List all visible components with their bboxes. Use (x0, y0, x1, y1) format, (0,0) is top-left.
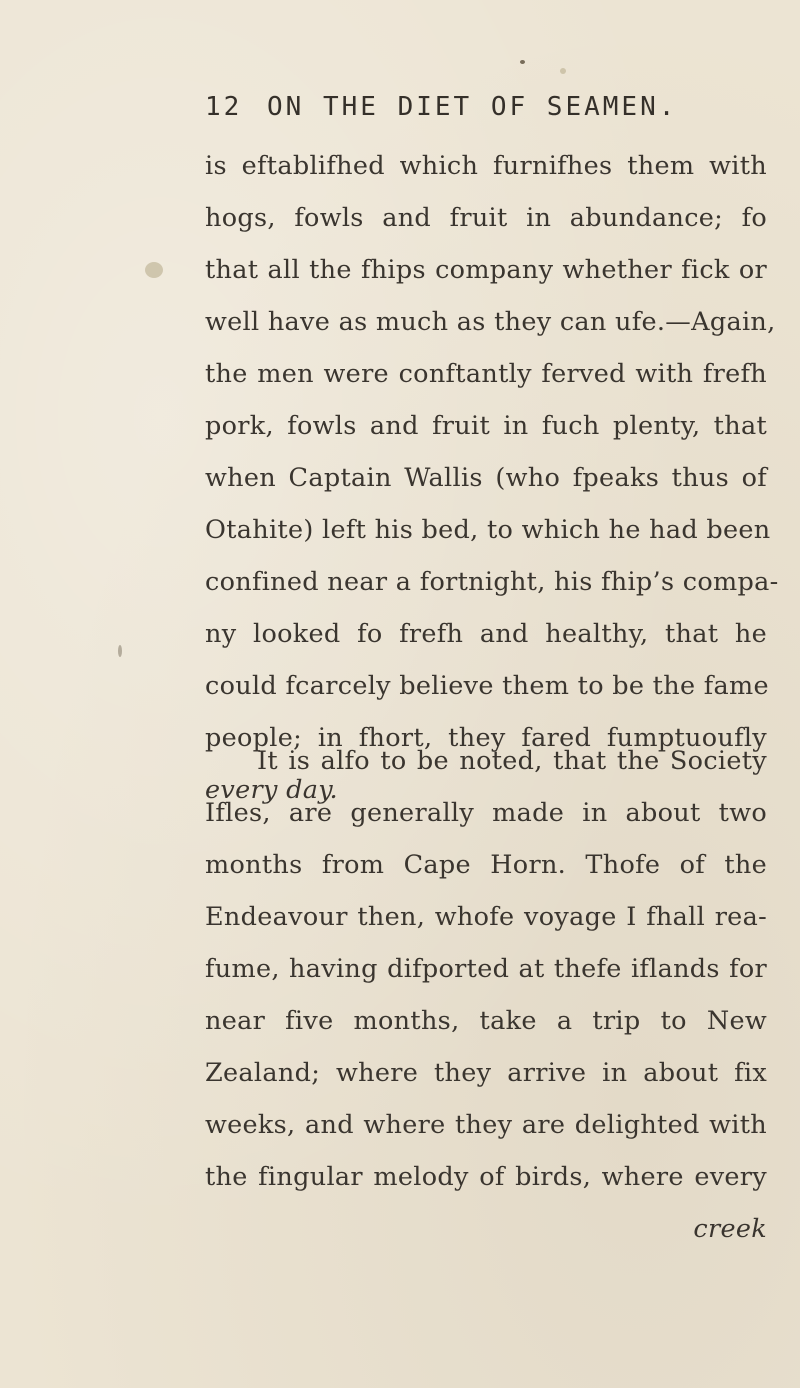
page-header (205, 92, 765, 122)
paper-stain (118, 645, 122, 657)
paragraph-1 (205, 140, 779, 816)
text-line: is eftablifhed which furnifhes them with (205, 151, 767, 181)
text-line: months from Cape Horn. Thofe of the (205, 850, 767, 880)
text-line: that all the fhips company whether fick or (205, 255, 767, 285)
catchword: creek (693, 1214, 767, 1244)
text-line: ny looked fo frefh and healthy, that he (205, 619, 767, 649)
text-line: every day. (205, 775, 338, 805)
text-line: the men were conftantly ferved with frefh (205, 359, 767, 389)
paper-stain (145, 262, 163, 278)
text-line: people; in fhort, they fared fumptuoufly (205, 723, 767, 753)
paper-stain (560, 68, 566, 74)
text-line: well have as much as they can ufe.—Again, (205, 307, 776, 337)
running-title: ON THE DIET OF SEAMEN. (267, 92, 678, 122)
text-line: could fcarcely believe them to be the fame (205, 671, 769, 701)
text-line: Ifles, are generally made in about two (205, 798, 767, 828)
text-line: when Captain Wallis (who fpeaks thus of (205, 463, 767, 493)
page-number: 12 (205, 92, 243, 122)
text-line: the fingular melody of birds, where every (205, 1162, 767, 1192)
paragraph-2 (205, 735, 767, 1255)
text-line: weeks, and where they are delighted with (205, 1110, 767, 1140)
paper-stain (520, 60, 525, 64)
text-line: pork, fowls and fruit in fuch plenty, that (205, 411, 767, 441)
text-line: near five months, take a trip to New (205, 1006, 767, 1036)
text-line: It is alfo to be noted, that the Society (257, 746, 767, 776)
text-line: Zealand; where they arrive in about fix (205, 1058, 767, 1088)
text-line: Endeavour then, whofe voyage I fhall rea- (205, 902, 767, 932)
text-line: fume, having difported at thefe iflands for (205, 954, 767, 984)
text-line: Otahite) left his bed, to which he had been (205, 515, 771, 545)
text-line: hogs, fowls and fruit in abundance; fo (205, 203, 767, 233)
text-line: confined near a fortnight, his fhip’s compa- (205, 567, 779, 597)
